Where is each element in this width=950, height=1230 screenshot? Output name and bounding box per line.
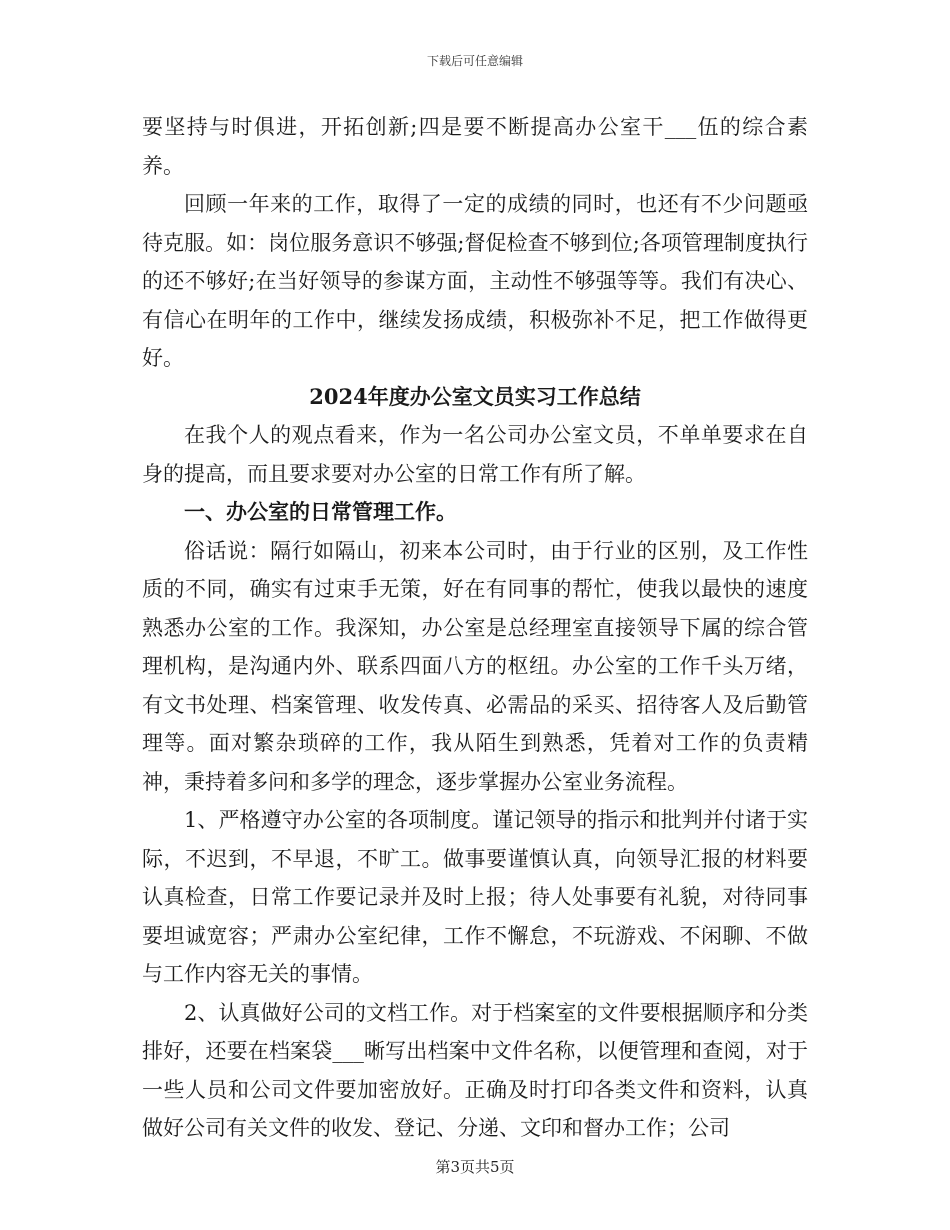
paragraph-continuation: 要坚持与时俱进，开拓创新;四是要不断提高办公室干___伍的综合素养。 (142, 115, 808, 178)
section-heading-1: 一、办公室的日常管理工作。 (184, 499, 457, 524)
document-title: 2024年度办公室文员实习工作总结 (309, 383, 641, 409)
page-number: 第3页共5页 (435, 1158, 515, 1176)
paragraph-item-1: 1、严格遵守办公室的各项制度。谨记领导的指示和批判并付诸于实际，不迟到，不早退，不旷工。做事要谨慎认真，向领导汇报的材料要认真检查，日常工作要记录并及时上报；待人处事要有礼貌，对待同事要坦诚宽容；严肃办公室纪律，工作不懈怠，不玩游戏、不闲聊、不做与工作内容无关的事情。 (142, 808, 808, 986)
paragraph-item-2: 2、认真做好公司的文档工作。对于档案室的文件要根据顺序和分类排好，还要在档案袋___晰写出档案中文件名称，以便管理和查阅，对于一些人员和公司文件要加密放好。正确及时打印各类文件和资料，认真做好公司有关文件的收发、登记、分递、文印和督办工作；公司 (142, 1000, 808, 1140)
paragraph-intro: 在我个人的观点看来，作为一名公司办公室文员，不单单要求在自身的提高，而且要求要对办公室的日常工作有所了解。 (142, 423, 808, 486)
paragraph-review: 回顾一年来的工作，取得了一定的成绩的同时，也还有不少问题亟待克服。如：岗位服务意识不够强;督促检查不够到位;各项管理制度执行的还不够好;在当好领导的参谋方面，主动性不够强等等。我们有决心、有信心在明年的工作中，继续发扬成绩，积极弥补不足，把工作做得更好。 (142, 192, 808, 370)
page-header-note: 下载后可任意编辑 (426, 54, 523, 68)
paragraph-saying: 俗话说：隔行如隔山，初来本公司时，由于行业的区别，及工作性质的不同，确实有过束手无策，好在有同事的帮忙，使我以最快的速度熟悉办公室的工作。我深知，办公室是总经理室直接领导下属的综合管理机构，是沟通内外、联系四面八方的枢纽。办公室的工作千头万绪，有文书处理、档案管理、收发传真、必需品的采买、招待客人及后勤管理等。面对繁杂琐碎的工作，我从陌生到熟悉，凭着对工作的负责精神，秉持着多问和多学的理念，逐步掌握办公室业务流程。 (142, 538, 808, 794)
document-body (142, 108, 808, 1148)
